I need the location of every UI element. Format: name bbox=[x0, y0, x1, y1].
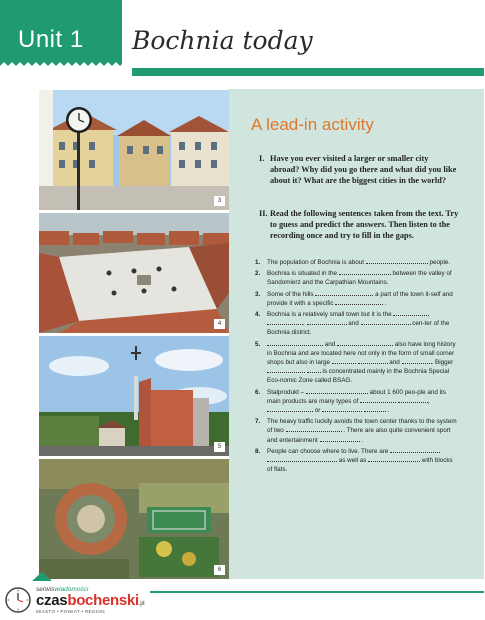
item-text: . There are also quite convenient sport and entertainment bbox=[267, 427, 451, 444]
photo-round-building bbox=[39, 459, 229, 579]
question-text: Have you ever visited a larger or smaller city abroad? Why did you go there and what did you like about it? What are the biggest cities in the world? bbox=[270, 154, 457, 185]
item-text: Bochnia is a relatively small town but it is the bbox=[267, 311, 392, 319]
photo-modern-church bbox=[39, 336, 229, 456]
gap-blank[interactable] bbox=[402, 358, 432, 364]
unit-label: Unit 1 bbox=[18, 26, 84, 53]
list-item bbox=[255, 417, 457, 445]
gap-blank[interactable] bbox=[364, 406, 386, 412]
list-item bbox=[255, 340, 457, 386]
item-text: or bbox=[314, 407, 321, 415]
gap-blank[interactable] bbox=[267, 340, 323, 346]
section-title: A lead-in activity bbox=[251, 115, 374, 134]
item-number: 8. bbox=[255, 447, 261, 455]
photo-market-square-clock bbox=[39, 90, 229, 210]
list-item bbox=[255, 290, 457, 308]
item-text: The population of Bochnia is about bbox=[267, 259, 364, 266]
item-text: with blocks of flats. bbox=[267, 457, 453, 474]
item-text: . bbox=[385, 299, 387, 307]
list-item bbox=[255, 447, 457, 475]
item-text: between the valley of Sandomierz and the Carpathian Mountains. bbox=[267, 270, 452, 287]
item-number: 6. bbox=[255, 388, 261, 396]
gap-blank[interactable] bbox=[286, 426, 342, 432]
gap-blank[interactable] bbox=[267, 367, 305, 373]
item-number: 1. bbox=[255, 259, 261, 266]
item-text: . bbox=[361, 436, 364, 444]
gap-blank[interactable] bbox=[339, 269, 391, 275]
item-number: 2. bbox=[255, 270, 261, 278]
logo-main-line: czasbochenski.pl bbox=[36, 592, 145, 609]
gap-blank[interactable] bbox=[332, 358, 356, 364]
gap-blank[interactable] bbox=[335, 299, 383, 305]
list-item bbox=[255, 269, 457, 287]
item-text: and bbox=[389, 359, 400, 367]
question-1 bbox=[259, 153, 459, 186]
item-text: The heavy traffic luckily avoids the town center thanks to the system of two bbox=[267, 418, 457, 435]
gap-blank[interactable] bbox=[267, 319, 305, 328]
gap-blank[interactable] bbox=[398, 397, 428, 403]
item-text: people. bbox=[429, 259, 451, 266]
list-item bbox=[255, 258, 457, 267]
item-number: 4. bbox=[255, 311, 261, 319]
question-number: I. bbox=[259, 154, 265, 163]
item-text: Stalprodukt – bbox=[267, 388, 305, 396]
item-text: . Bigger bbox=[431, 359, 454, 367]
item-number: 5. bbox=[255, 340, 261, 348]
item-text: , bbox=[303, 320, 305, 328]
logo-tagline: MIASTO • POWIAT • REGION bbox=[36, 609, 105, 614]
item-number: 7. bbox=[255, 418, 261, 426]
page-title: Bochnia today bbox=[132, 26, 313, 55]
list-item bbox=[255, 310, 457, 338]
gap-blank[interactable] bbox=[393, 310, 429, 316]
header-bar bbox=[132, 68, 484, 76]
photo-number: 6 bbox=[214, 565, 225, 575]
photo-aerial-square bbox=[39, 213, 229, 333]
site-logo[interactable] bbox=[2, 580, 148, 618]
gap-blank[interactable] bbox=[366, 258, 428, 264]
logo-triangle bbox=[32, 572, 52, 581]
list-item bbox=[255, 388, 457, 416]
gap-blank[interactable] bbox=[368, 456, 420, 462]
gap-blank[interactable] bbox=[320, 436, 360, 442]
unit-tab bbox=[0, 0, 122, 70]
gap-blank[interactable] bbox=[307, 367, 321, 373]
gap-fill-list bbox=[255, 258, 457, 476]
footer-bar bbox=[150, 591, 484, 593]
item-text: about 1 600 peo-ple and its main products are many types of bbox=[267, 388, 446, 405]
photo-number: 3 bbox=[214, 196, 225, 206]
gap-blank[interactable] bbox=[315, 290, 373, 296]
question-text: Read the following sentences taken from the text. Try to guess and predict the answers. Then listen to the recording once and try to fill in the gaps. bbox=[270, 209, 459, 240]
clock-icon bbox=[4, 586, 32, 614]
logo-top-line: serwiswiadomości bbox=[36, 586, 89, 593]
gap-blank[interactable] bbox=[267, 406, 313, 412]
gap-blank[interactable] bbox=[306, 388, 368, 394]
item-text: is concentrated mainly in the Bochnia Special Eco-nomic Zone called BSAG. bbox=[267, 368, 450, 385]
item-text: a part of the town it-self and provide it with a specific bbox=[267, 290, 453, 307]
gap-blank[interactable] bbox=[360, 397, 396, 403]
item-text: , bbox=[427, 397, 430, 405]
item-number: 3. bbox=[255, 290, 261, 298]
item-text: and bbox=[348, 320, 359, 328]
item-text: and bbox=[324, 340, 336, 348]
gap-blank[interactable] bbox=[337, 340, 393, 346]
item-text: cen-ter of the Bochnia district. bbox=[267, 320, 450, 337]
gap-blank[interactable] bbox=[267, 456, 337, 462]
item-text: as well as bbox=[338, 457, 367, 465]
photo-number: 4 bbox=[214, 319, 225, 329]
item-text: People can choose where to live. There are bbox=[267, 447, 389, 455]
gap-blank[interactable] bbox=[390, 447, 440, 453]
photo-number: 5 bbox=[214, 442, 225, 452]
gap-blank[interactable] bbox=[358, 358, 388, 364]
zigzag-border bbox=[0, 62, 122, 72]
item-text: also have long history in Bochnia and are located here not only in the form of small corner shops but also in large bbox=[267, 340, 456, 367]
item-text: Bochnia is situated in the bbox=[267, 270, 338, 278]
gap-blank[interactable] bbox=[361, 319, 411, 325]
question-number: II. bbox=[259, 209, 268, 218]
gap-blank[interactable] bbox=[307, 319, 347, 325]
question-2 bbox=[259, 208, 459, 241]
gap-blank[interactable] bbox=[322, 406, 362, 412]
item-text: . bbox=[387, 407, 390, 415]
item-text: Some of the hills bbox=[267, 290, 314, 298]
